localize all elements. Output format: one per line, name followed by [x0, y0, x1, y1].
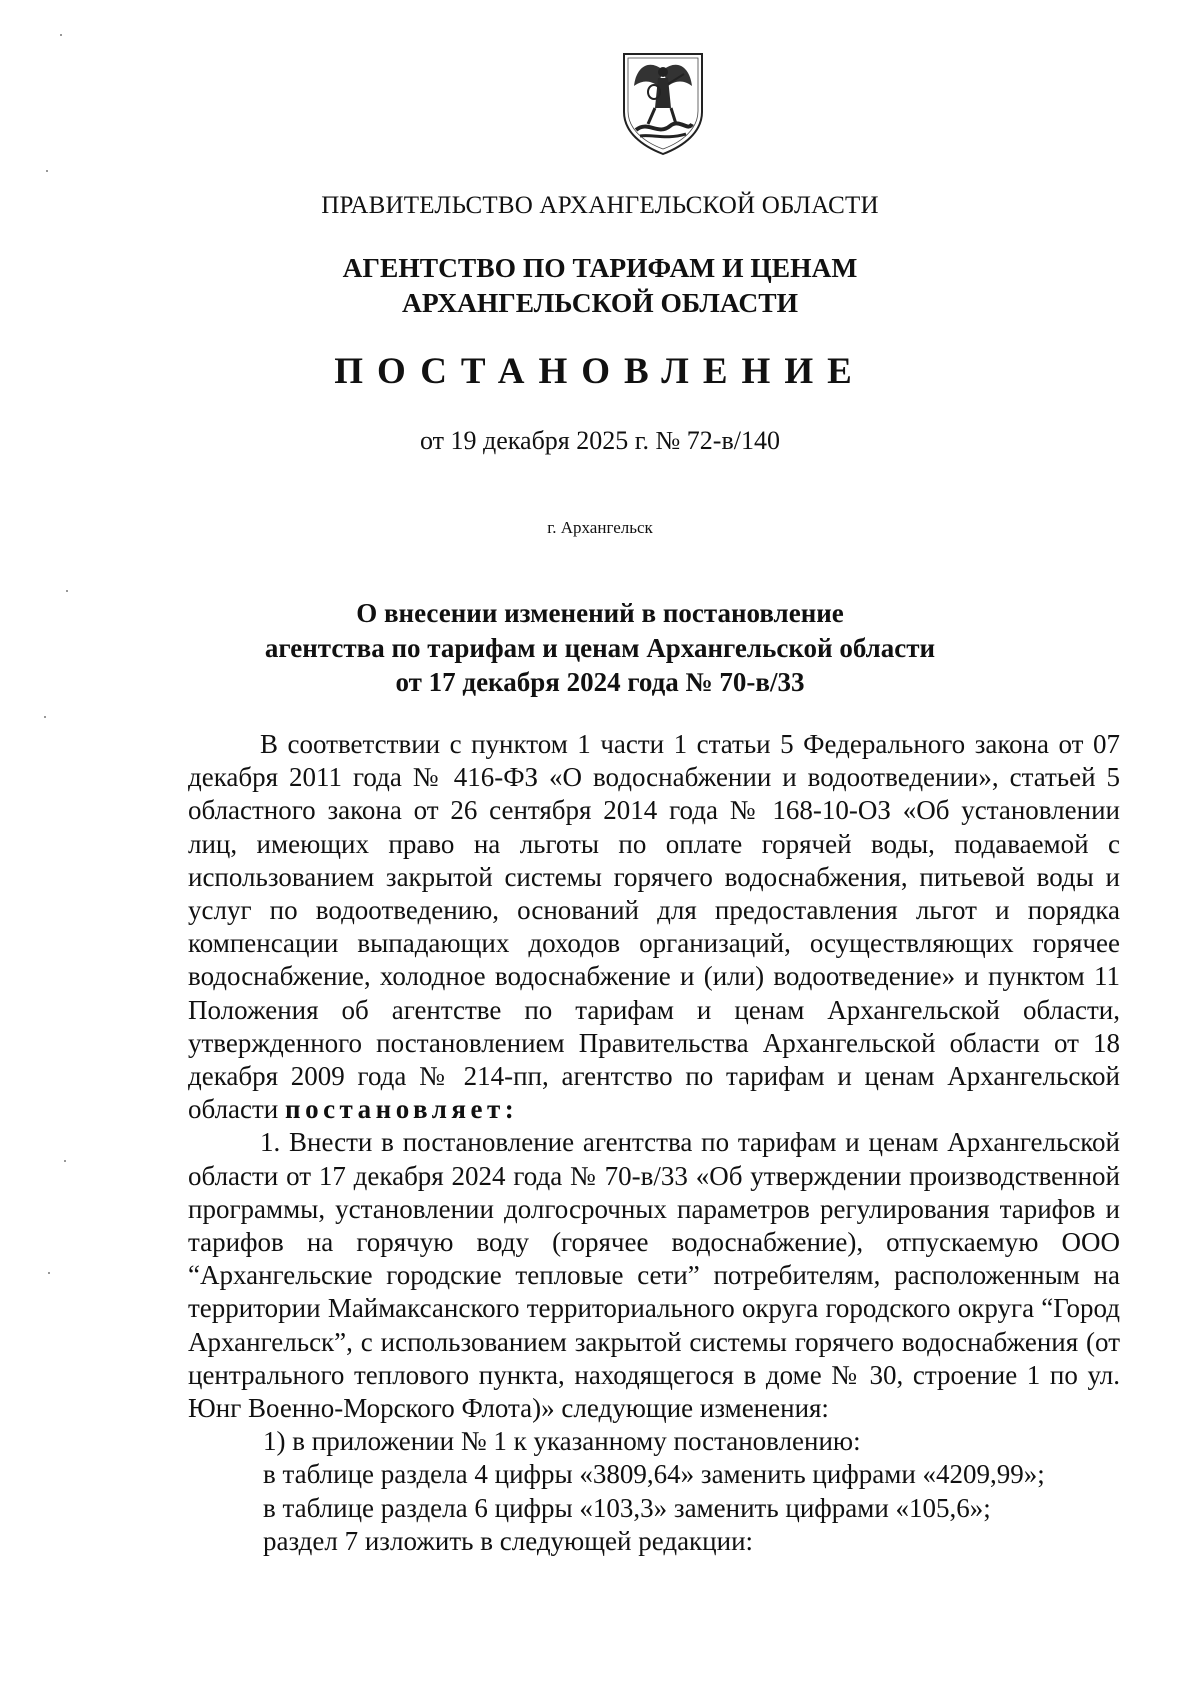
- subject-line3: от 17 декабря 2024 года № 70-в/33: [395, 667, 805, 697]
- document-type: ПОСТАНОВЛЕНИЕ: [334, 351, 866, 392]
- document-body: [188, 728, 1120, 1558]
- scan-speck: [66, 590, 68, 592]
- change-line-b: в таблице раздела 6 цифры «103,3» заменить цифрами «105,6»;: [263, 1492, 991, 1523]
- document-date-number: от 19 декабря 2025 г. № 72-в/140: [420, 426, 780, 455]
- subitem1-paragraph: 1) в приложении № 1 к указанному постановлению:: [263, 1426, 861, 1457]
- subject-line1: О внесении изменений в постановление: [356, 598, 844, 628]
- document-city: г. Архангельск: [547, 518, 653, 537]
- scan-speck: [44, 716, 46, 718]
- government-title: ПРАВИТЕЛЬСТВО АРХАНГЕЛЬСКОЙ ОБЛАСТИ: [321, 192, 879, 219]
- scan-speck: [64, 1160, 66, 1162]
- item1-paragraph: 1. Внести в постановление агентства по тарифам и ценам Архангельской области от 17 декабря 2024 года № 70-в/33 «Об утверждении производственной программы, установлении долгосрочных параметров регулирования тарифов и тарифов на горячую воду (горячее водоснабжение), отпускаемую ООО “Архангельские городские тепловые сети” потребителям, расположенным на территории Маймаксанского территориального округа городского округа “Город Архангельск”, с использованием закрытой системы горячего водоснабжения (от центрального теплового пункта, находящегося в доме № 30, строение 1 по ул. Юнг Военно-Морского Флота)» следующие изменения:: [188, 1127, 1120, 1424]
- preamble-text: В соответствии с пунктом 1 части 1 статьи 5 Федерального закона от 07 декабря 2011 года № 416-ФЗ «О водоснабжении и водоотведении», статьей 5 областного закона от 26 сентября 2014 года № 168-10-ОЗ «Об установлении лиц, имеющих право на льготы по оплате горячей воды, подаваемой с использованием закрытой системы горячего водоснабжения, питьевой воды и услуг по водоотведению, оснований для предоставления льгот и порядка компенсации выпадающих доходов организаций, осуществляющих горячее водоснабжение, холодное водоснабжение и (или) водоотведение» и пунктом 11 Положения об агентстве по тарифам и ценам Архангельской области, утвержденного постановлением Правительства Архангельской области от 18 декабря 2009 года № 214-пп, агентство по тарифам и ценам Архангельской области: [188, 729, 1120, 1125]
- agency-title-line2: АРХАНГЕЛЬСКОЙ ОБЛАСТИ: [402, 287, 798, 318]
- scan-speck: [46, 170, 48, 172]
- change-line-c: раздел 7 изложить в следующей редакции:: [263, 1525, 754, 1556]
- subject-line2: агентства по тарифам и ценам Архангельской области: [264, 632, 936, 663]
- preamble-paragraph: [188, 728, 1120, 1126]
- document-subject: [0, 596, 1200, 700]
- agency-title-line1: АГЕНТСТВО ПО ТАРИФАМ И ЦЕНАМ: [342, 252, 858, 283]
- scan-speck: [48, 1272, 50, 1274]
- resolves-word: постановляет:: [285, 1094, 519, 1125]
- agency-title: [0, 250, 1200, 320]
- arkhangelsk-coat-of-arms-icon: [618, 50, 708, 156]
- scan-speck: [60, 34, 62, 36]
- change-line-a: в таблице раздела 4 цифры «3809,64» заменить цифрами «4209,99»;: [263, 1459, 1045, 1490]
